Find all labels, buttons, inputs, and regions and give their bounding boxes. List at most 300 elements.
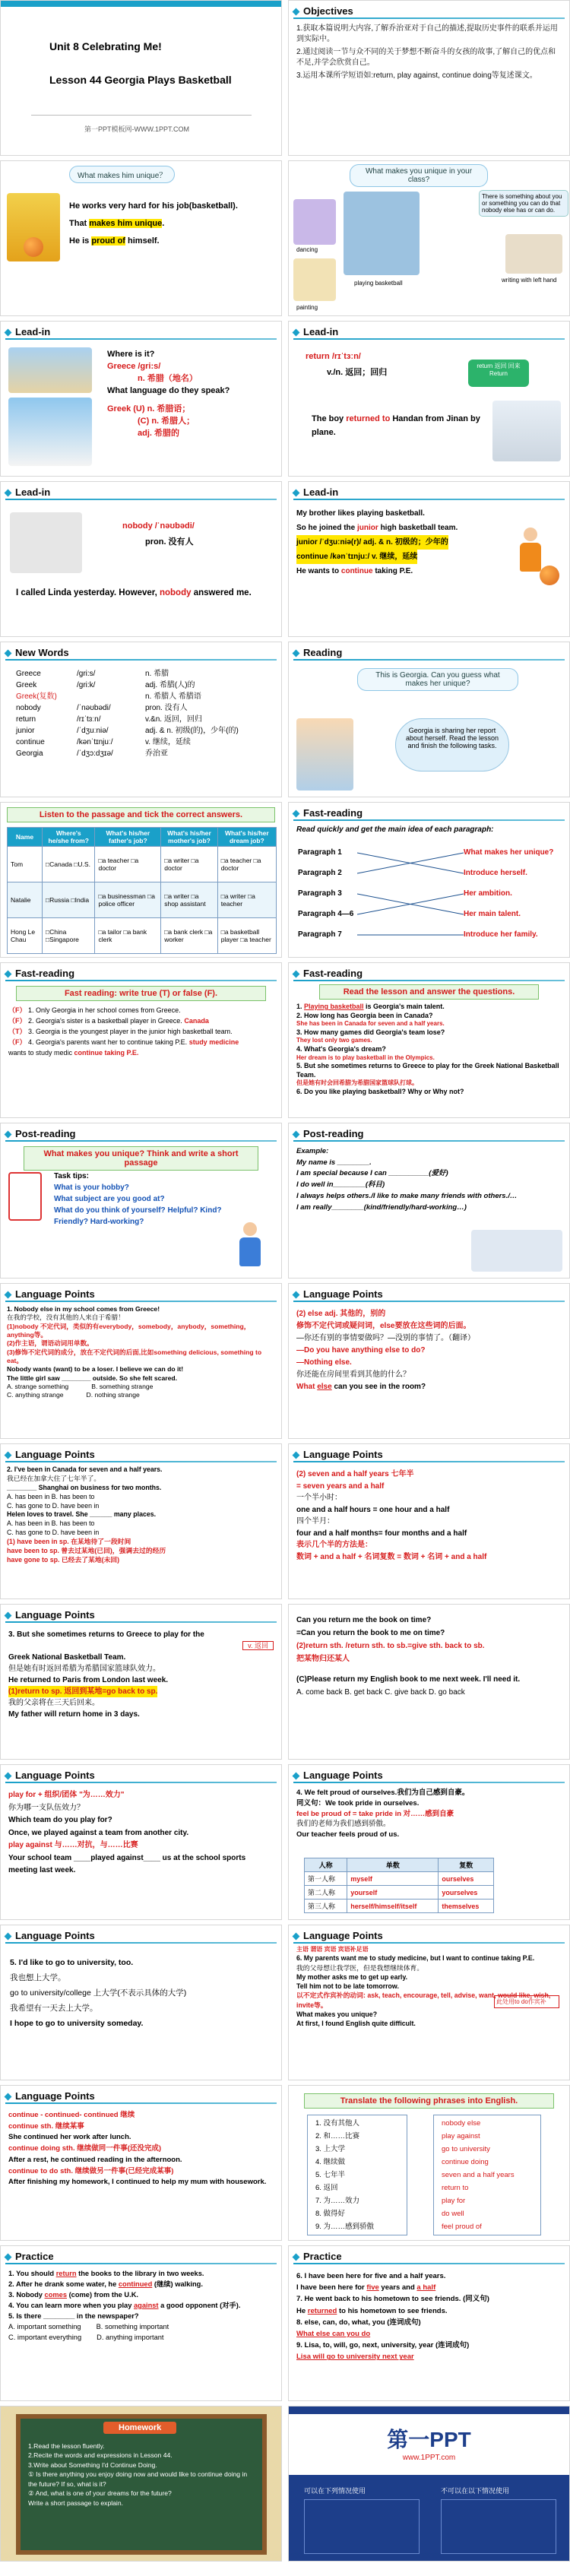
chinese-phrase: 9. 为……感到骄傲 [315,2223,375,2231]
slide-brand [288,2406,570,2562]
table-cell: □a writer □a shop assistant [161,882,217,918]
table-row [305,1872,494,1886]
lp-answer: Which team do you play for? [8,1816,112,1824]
word-nobody: nobody /ˈnəʊbədi/ [122,521,195,531]
lp-example-4: At first, I found English quite difficult. [296,2020,416,2028]
tip-2: What subject are you good at? [54,1195,165,1203]
lp-content [296,1308,562,1393]
slide-heading: Objectives [293,5,353,17]
title-bar [293,1942,565,1944]
slide-heading: Lead-in [293,326,338,337]
title-bar [293,659,565,661]
slide-heading: Language Points [5,1449,95,1460]
statement-2: That makes him unique. [69,219,165,229]
diamond-icon [293,8,300,16]
basketball-icon [24,237,43,257]
note-3: (3)修饰不定代词的成分，放在不定代词的后面,比如something delicious, something to eat。 [7,1348,262,1365]
lp-answer: Our teacher feels proud of us. [296,1830,400,1839]
word-greek-2: (C) n. 希腊人； [138,416,195,426]
slide-heading: New Words [5,647,69,658]
title-bar [293,819,565,821]
chinese-phrase: 5. 七年半 [315,2171,346,2179]
word-return: return /rɪˈtɜːn/ [306,352,361,361]
task-banner: Read the lesson and answer the questions. [319,984,539,1000]
slide-heading: Fast-reading [293,807,363,819]
slide-heading: Post-reading [5,1128,75,1139]
lp-prompt: 我希望有一天去上大学。 [10,2003,98,2013]
allowed-box [304,2499,420,2554]
slide-heading: Language Points [5,1609,95,1621]
slide-lp-university [0,1925,282,2080]
table-header: What's his/her mother's job? [161,828,217,847]
lp-example-1: She continued her work after lunch. [8,2133,131,2142]
chinese-phrase: 8. 做得好 [315,2210,346,2218]
slide-lp-play-for [0,1764,282,1920]
lp-content [296,1469,562,1563]
table-row [8,918,277,954]
item-2: 2. After he drank some water, he continued (继续) walking. [8,2280,203,2288]
word-row [16,680,239,691]
lp-rule-3: continue to do sth. 继续做另一件事(已经完成某事) [8,2166,174,2175]
line-4: I always helps others./I like to make many friends with others./… [296,1191,518,1200]
quiz-question: The little girl saw ________ outside. So she felt scared. [7,1374,178,1382]
slide-translate-phrases [288,2085,570,2241]
brand-logo: 第一PPT [387,2428,471,2451]
lp-content [8,2110,274,2188]
slide-heading: Language Points [5,1930,95,1941]
lp-sentence: 4. We felt proud of ourselves.我们为自己感到自豪。 [296,1789,470,1797]
lp-rule-heading: 表示几个半的方法是： [296,1541,372,1549]
sentence-1: My brother likes playing basketball. [296,509,425,518]
lp-content [8,1629,274,1720]
lp-rule-2: continue doing sth. 继续做同一件事(还没完成) [8,2144,162,2153]
paragraph-label: Paragraph 7 [298,930,342,939]
table-cell: Natalie [8,882,43,918]
table-cell: 第二人称 [305,1886,347,1900]
table-header: 人称 [305,1858,347,1872]
word: Georgia [16,749,43,758]
slide-heading: Post-reading [293,1128,363,1139]
table-cell: Tom [8,847,43,882]
tf-item: （F） 4. Georgia's parents want her to continue taking P.E. study medicine [8,1038,239,1046]
item-9: 9. Lisa, to, will, go, next, university, year (连词成句) [296,2341,470,2350]
basketball-icon [540,566,559,585]
grammar-labels: 主语 谓语 宾语 宾语补足语 [296,1946,369,1953]
table-cell: yourself [347,1886,439,1900]
phonetic: /ˈdʒɔ:dʒɪə/ [77,749,113,758]
table-header: What's his/her dream job? [217,828,276,847]
lp-rule: (2)return sth. /return sth. to sb.=give sth. back to sb. [296,1642,485,1650]
table-cell: yourselves [439,1886,494,1900]
note-1: (1) have been in sp. 在某地待了一段时间 [7,1538,131,1545]
lp-rule: 数词 + and a half + 名词复数 = 数词 + 名词 + and a half [296,1552,487,1561]
table-cell: □a tailor □a bank clerk [95,918,161,954]
lp-content [10,1956,274,2032]
table-cell: □a teacher □a doctor [217,847,276,882]
word-row [16,725,239,737]
line-5: I am really________(kind/friendly/hard-working…) [296,1202,467,1212]
note-2: (2)作主语，谓语动词用单数。 [7,1339,93,1348]
caption-writing: writing with left hand [502,277,557,284]
note-3: have gone to sp. 已经去了某地(未回) [7,1555,120,1564]
english-phrase: play for [442,2197,466,2205]
footer-text: 第一PPT模板网-WWW.1PPT.COM [84,125,189,133]
diamond-icon [293,810,300,818]
example-passage [296,1146,562,1213]
title-bar [5,338,277,340]
caption-basketball: playing basketball [354,280,403,287]
lp-heading: (2) else adj. 其他的，别的 [296,1310,386,1318]
q6: 6. Do you like playing basketball? Why or Why not? [296,1087,464,1095]
lp-answer: I hope to go to university someday. [10,2018,144,2028]
lp-translation: 我已经在加拿大住了七年半了。 [7,1474,101,1482]
paragraph-label: Paragraph 4—6 [298,910,354,918]
dancing-photo [293,199,336,245]
a4: Her dream is to play basketball in the Olympics. [296,1054,435,1061]
table-row [305,1900,494,1913]
meaning-nobody: pron. 没有人 [145,537,194,547]
item-7: 7. He went back to his hometown to see friends. (同义句) [296,2295,489,2304]
slide-heading: Language Points [5,1770,95,1781]
task-2: 2.Recite the words and expressions in Lesson 44. [28,2451,173,2460]
slide-listening [0,802,282,958]
diamond-icon [293,650,300,657]
english-phrase: play against [442,2132,480,2140]
meaning: adj. 希腊(人)的 [145,681,195,689]
caption-painting: painting [296,304,318,311]
lp-translation: 我也想上大学。 [10,1972,66,1982]
lp-answer-1: —Do you have anything else to do? [296,1346,426,1355]
lp-example-2: Tell him not to be late tomorrow. [296,1982,399,1991]
statements [69,198,275,250]
item-1: 1. You should return the books to the library in two weeks. [8,2270,204,2277]
player-illustration [236,1222,264,1268]
lp-example: He returned to Paris from London last week. [8,1676,169,1684]
meaning: pron. 没有人 [145,704,188,712]
diamond-icon [293,1452,300,1459]
title-bar [293,1461,565,1462]
slide-lp-proud-of [288,1764,570,1920]
lp-prompt-1: 一个半小时： [296,1494,342,1502]
example-label: Example: [296,1147,329,1155]
instruction-cloud: Georgia is sharing her report about herself. Read the lesson and finish the following tasks. [395,718,509,772]
tag-return: v. 返回 [242,1641,274,1650]
word-row [16,668,239,680]
main-idea: Her ambition. [464,889,512,898]
a3: They lost only two games. [296,1037,372,1044]
lp-translation: 我的父母想让我学医，但是我想继续体育。 [296,1963,424,1972]
definition-continue: continue /kənˈtɪnjuː/ v. 继续，延续 [296,550,417,564]
table-cell: 第一人称 [305,1872,347,1886]
table-cell: □a businessman □a police officer [95,882,161,918]
lp-rule: go to university/college 上大学(不表示具体的大学) [10,1988,187,1998]
table-cell: myself [347,1872,439,1886]
tip-1: What is your hobby? [54,1183,129,1192]
item-5-options-1: A. important something B. something important [8,2322,169,2330]
lp-answer-1: one and a half hours = one hour and a half [296,1505,450,1514]
slide-leadin-nobody [0,481,282,637]
table-cell: herself/himself/itself [347,1900,439,1913]
listening-table [7,827,277,954]
lp-content [7,1465,275,1565]
diamond-icon [293,1773,300,1780]
word: Greek [16,681,37,689]
meaning: adj. & n. 初级(的)，少年(的) [145,727,239,735]
table-cell: □a basketball player □a teacher [217,918,276,954]
slide-practice-2 [288,2245,570,2401]
lp-example-3: After finishing my homework, I continued to help my mum with housework. [8,2178,267,2187]
writing-photo [505,234,562,274]
diamond-icon [5,1452,12,1459]
statement-3: He is proud of himself. [69,236,160,246]
line-3: I do well in________(科目) [296,1180,385,1190]
phone-photo [10,512,82,573]
q5: 5. But she sometimes returns to Greece to play for the Greek National Basketball Team. [296,1061,559,1079]
table-row [8,847,277,882]
line-1: My name is ________. [296,1158,372,1167]
diamond-icon [293,1291,300,1299]
slide-title [0,0,282,156]
slide-practice-1 [0,2245,282,2401]
meaning: v. 继续，延续 [145,738,191,746]
meaning: n. 希腊 [145,670,169,678]
slide-heading: Fast-reading [5,968,74,979]
word: Greece [16,670,41,678]
title-bar [293,1301,565,1302]
table-header: What's his/her father's job? [95,828,161,847]
tip-3: What do you think of yourself? Helpful? Kind? Friendly? Hard-working? [54,1206,222,1226]
greece-temple-photo [8,347,92,393]
lp-heading: (2) seven and a half years 七年半 [296,1470,414,1478]
title-bar [5,1301,277,1302]
note-1: (1)nobody 不定代词，类似的有everybody，somebody，anybody，something，anything等。 [7,1322,251,1339]
title-bar [5,2263,277,2264]
tf-item: wants to study medic continue taking P.E. [8,1048,139,1057]
diamond-icon [293,329,300,337]
lp-synonym: 同义句：We took pride in ourselves. [296,1798,420,1808]
slide-leadin-greece [0,321,282,477]
quiz-1: ________ Shanghai on business for two months. [7,1483,162,1491]
lp-sentence: 1. Nobody else in my school comes from Greece! [7,1305,160,1313]
slide-lp-nobody-else [0,1283,282,1439]
task-tips [54,1171,252,1228]
word: continue [16,738,45,746]
lp-translation: 在我的学校，没有其他的人来自于希腊！ [7,1313,125,1322]
caption-dancing: dancing [296,246,318,253]
title-bar [293,1140,565,1142]
lp-equivalent: = seven years and a half [296,1481,385,1491]
english-phrase: seven and a half years [442,2171,515,2179]
chinese-phrase: 4. 继续做 [315,2158,346,2166]
slide-heading: Language Points [293,1288,383,1300]
title-bar [293,17,565,19]
table-cell: Hong Le Chau [8,918,43,954]
word-row [16,691,239,702]
question-where: Where is it? [107,350,155,359]
georgia-photo [296,718,353,791]
statement-1: He works very hard for his job(basketball). [69,201,238,211]
lp-rule: feel be proud of = take pride in 对……感到自豪 [296,1809,454,1818]
lp-prompt-2: 四个半月： [296,1517,334,1526]
title-bar [5,980,277,981]
word-row [16,748,239,759]
paragraph-label: Paragraph 3 [298,889,342,898]
slide-heading: Language Points [293,1449,383,1460]
slide-heading: Language Points [293,1930,383,1941]
slide-lp-else [288,1283,570,1439]
table-cell: themselves [439,1900,494,1913]
lp-content [8,1789,274,1877]
disallowed-box [441,2499,556,2554]
english-phrase: continue doing [442,2158,489,2166]
table-cell: □China □Singapore [43,918,95,954]
lp-content [296,1614,562,1699]
homework-heading: Homework [103,2422,176,2434]
task-banner: Translate the following phrases into English. [304,2093,554,2109]
diamond-icon [5,971,12,978]
diamond-icon [293,2254,300,2261]
diamond-icon [293,490,300,497]
questions [296,1003,563,1096]
slide-lp-return-sth [288,1604,570,1760]
lp-content [7,1305,275,1400]
lp-sentence: 3. But she sometimes returns to Greece to play for the [8,1630,204,1639]
lp-forms: continue - continued- continued 继续 [8,2111,135,2119]
lp-rule-meaning: 把某物归还某人 [296,1655,350,1663]
lp-question: 你还能在房间里看到其他的什么？ [296,1370,410,1379]
word-greek-3: adj. 希腊的 [138,428,180,438]
main-idea: What makes her unique? [464,848,554,857]
quiz-options: A. come back B. get back C. give back D. go back [296,1688,465,1697]
lp-rule-1: continue sth. 继续某事 [8,2121,84,2131]
diamond-icon [5,650,12,657]
diamond-icon [5,490,12,497]
slide-post-reading-example [288,1123,570,1278]
meaning-greece: n. 希腊（地名） [138,373,198,383]
table-cell: □a bank clerk □a worker [161,918,217,954]
lp-prompt: 我的父亲将在三天后回来。 [8,1699,100,1707]
sentence-2: So he joined the junior high basketball team. [296,524,458,532]
item-5-options-2: C. important everything D. anything important [8,2333,164,2341]
slide-heading: Lead-in [5,486,50,498]
lp-example-3: What makes you unique? [296,2010,378,2019]
item-6-answer: I have been here for five years and a half [296,2283,436,2292]
slide-objectives [288,0,570,156]
chinese-phrase: 6. 返回 [315,2184,338,2192]
diamond-icon [5,1131,12,1139]
practice-content [8,2269,275,2343]
quiz-1-options-b: C. has gone to D. have been in [7,1501,100,1510]
slide-lp-want-sb-to-do [288,1925,570,2080]
main-idea: Introduce herself. [464,869,527,877]
lp-rule-2: play against 与……对抗，与……比赛 [8,1841,138,1849]
lp-rule: 以不定式作宾补的动词: ask, teach, encourage, tell, advise, want, would like, wish, invite等。 [296,1991,551,2009]
slide-heading: Reading [293,647,342,658]
meaning: v.&n. 返回，回归 [145,715,202,724]
lesson-title: Lesson 44 Georgia Plays Basketball [49,74,232,86]
quiz-2: Helen loves to travel. She ______ many places. [7,1510,157,1519]
diamond-icon [5,1933,12,1941]
lp-sentence: 6. My parents want me to study medicine, but I want to continue taking P.E. [296,1954,535,1963]
lp-prompt: 我们的老师为我们感到骄傲。 [296,1820,391,1829]
task-3a: ① Is there anything you enjoy doing now and would like to continue doing in the future? If so, what is it? [28,2470,248,2488]
english-phrase: do well [442,2210,464,2218]
students-illustration [471,1230,562,1272]
table-row [305,1886,494,1900]
diamond-icon [5,1773,12,1780]
junior-text [296,506,502,578]
slide-heading: Practice [5,2251,54,2262]
slide-heading: Lead-in [5,326,50,337]
item-3: 3. Nobody comes (come) from the U.K. [8,2290,139,2299]
phonetic [77,691,145,702]
title-bar [5,2102,277,2104]
slide-heading: Fast-reading [293,968,363,979]
a2: She has been in Canada for seven and a half years. [296,1020,445,1028]
title-bar [293,1782,565,1783]
slide-homework [0,2406,282,2562]
title-bar [5,659,277,661]
diamond-icon [5,1291,12,1299]
meaning: n. 希腊人 希腊语 [145,692,201,701]
task-banner: Listen to the passage and tick the correct answers. [7,807,275,822]
info-note: There is something about you or something you can do that nobody else has or can do. [479,190,568,217]
phonetic: /rɪˈtɜːn/ [77,715,101,724]
item-5: 5. Is there ________ in the newspaper? [8,2311,139,2320]
question-bubble: What makes him unique？ [69,166,175,183]
diamond-icon [293,1131,300,1139]
lp-content [296,1788,562,1840]
main-idea: Her main talent. [464,910,521,918]
definition-junior: junior /ˈdʒuːniə(r)/ adj. & n. 初级的；少年的 [296,535,448,550]
lp-example: Once, we played against a team from another city. [8,1828,189,1837]
objective-2: 2.通过阅读一节与众不同的关于梦想不断奋斗的女孩的故事,了解自己的优点和不足,并学会欣赏自己。 [296,48,556,67]
table-cell: □a writer □a doctor [161,847,217,882]
question-bubble: This is Georgia. Can you guess what makes her unique? [357,668,518,691]
quiz-question: (C)Please return my English book to me next week. I'll need it. [296,1675,521,1684]
title-bar [5,1621,277,1623]
question-language: What language do they speak? [107,385,230,395]
matching-lines [357,842,464,949]
q1: 1. Playing basketball is Georgia's main talent. [296,1003,445,1010]
phonetic: /gri:k/ [77,681,96,689]
lp-exercise: Your school team ____played against____ us at the school sports meeting last week. [8,1853,246,1874]
item-9-answer: Lisa will go to university next year [296,2353,414,2362]
table-cell: □a teacher □a doctor [95,847,161,882]
basketball-hoop [8,1172,42,1221]
greece-text [107,349,230,440]
table-header: Name [8,828,43,847]
english-phrase: nobody else [442,2119,481,2128]
objective-3: 3.运用本课所学短语如:return, play against, continue doing等复述课文。 [296,71,537,80]
lp-example-1: My mother asks me to get up early. [296,1972,408,1981]
lp-rule: play for + 组织/团体 "为……效力" [8,1791,125,1799]
sentence-3: He wants to continue taking P.E. [296,567,413,575]
slide-leadin-junior [288,481,570,637]
title-bar [5,1782,277,1783]
top-stripe [1,1,282,7]
word: Greek(复数) [16,692,57,701]
word-greek-1: Greek (U) n. 希腊语； [107,404,191,413]
practice-content [296,2270,563,2363]
lp-prompt: 你为哪一支队伍效力？ [8,1803,84,1812]
slide-reading [288,642,570,797]
slide-leadin-return [288,321,570,477]
table-cell: □Canada □U.S. [43,847,95,882]
lp-translation: 但是她有时返回希腊为希腊国家篮球队效力。 [8,1665,160,1673]
a5: 但是她有时会回希腊为希腊国家篮球队打球。 [296,1079,418,1087]
return-sign: return 返回 回来 Return [468,360,529,387]
